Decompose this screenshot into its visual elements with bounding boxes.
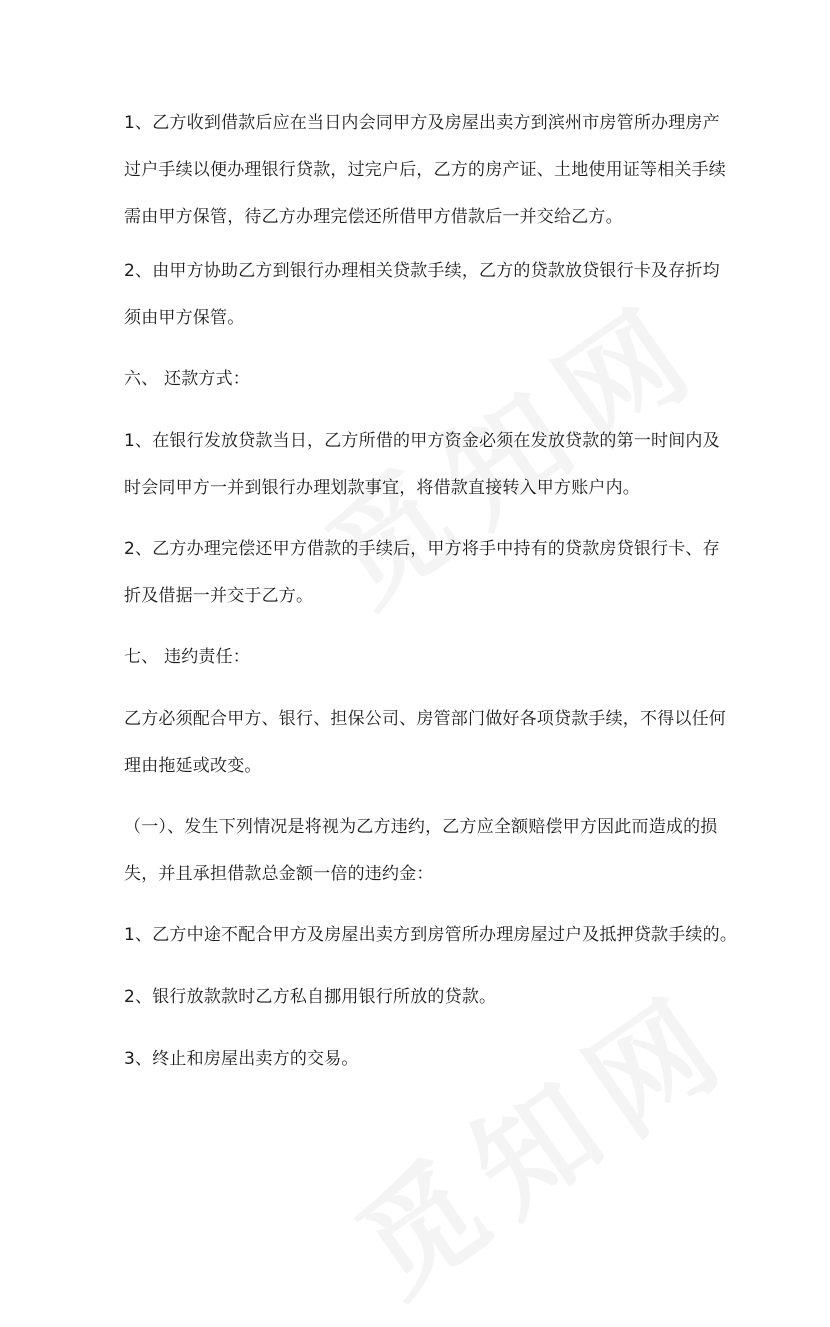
- text-line: （一）、发生下列情况是将视为乙方违约，乙方应全额赔偿甲方因此而造成的损: [124, 817, 718, 837]
- text-line: 乙方必须配合甲方、银行、担保公司、房管部门做好各项贷款手续，不得以任何: [124, 709, 726, 729]
- text-line: 失，并且承担借款总金额一倍的违约金：: [124, 864, 434, 884]
- clause-paragraph: [124, 1036, 724, 1083]
- text-line: 需由甲方保管，待乙方办理完偿还所借甲方借款后一并交给乙方。: [124, 207, 623, 227]
- text-line: 七、 违约责任：: [124, 647, 251, 667]
- text-line: 折及借据一并交于乙方。: [124, 586, 314, 606]
- text-line: 六、 还款方式：: [124, 369, 251, 389]
- clause-paragraph: [124, 974, 724, 1021]
- clause-paragraph: [124, 696, 724, 790]
- text-line: 1、乙方中途不配合甲方及房屋出卖方到房管所办理房屋过户及抵押贷款手续的。: [124, 925, 738, 945]
- text-line: 时会同甲方一并到银行办理划款事宜，将借款直接转入甲方账户内。: [124, 478, 640, 498]
- text-line: 2、银行放款款时乙方私自挪用银行所放的贷款。: [124, 987, 497, 1007]
- clause-paragraph: [124, 804, 724, 898]
- clause-paragraph: [124, 526, 724, 620]
- clause-paragraph: [124, 912, 738, 959]
- text-line: 2、由甲方协助乙方到银行办理相关贷款手续，乙方的贷款放贷银行卡及存折均: [124, 261, 720, 281]
- section-heading: [124, 634, 724, 681]
- clause-paragraph: [124, 248, 724, 342]
- text-line: 1、乙方收到借款后应在当日内会同甲方及房屋出卖方到滨州市房管所办理房产: [124, 113, 720, 133]
- text-line: 过户手续以便办理银行贷款，过完户后，乙方的房产证、土地使用证等相关手续: [124, 160, 726, 180]
- text-line: 理由拖延或改变。: [124, 756, 262, 776]
- text-line: 须由甲方保管。: [124, 308, 245, 328]
- text-line: 2、乙方办理完偿还甲方借款的手续后，甲方将手中持有的贷款房贷银行卡、存: [124, 539, 720, 559]
- section-heading: [124, 356, 724, 403]
- clause-paragraph: [124, 100, 724, 241]
- text-line: 1、在银行发放贷款当日，乙方所借的甲方资金必须在发放贷款的第一时间内及: [124, 431, 720, 451]
- text-line: 3、终止和房屋出卖方的交易。: [124, 1049, 359, 1069]
- clause-paragraph: [124, 418, 724, 512]
